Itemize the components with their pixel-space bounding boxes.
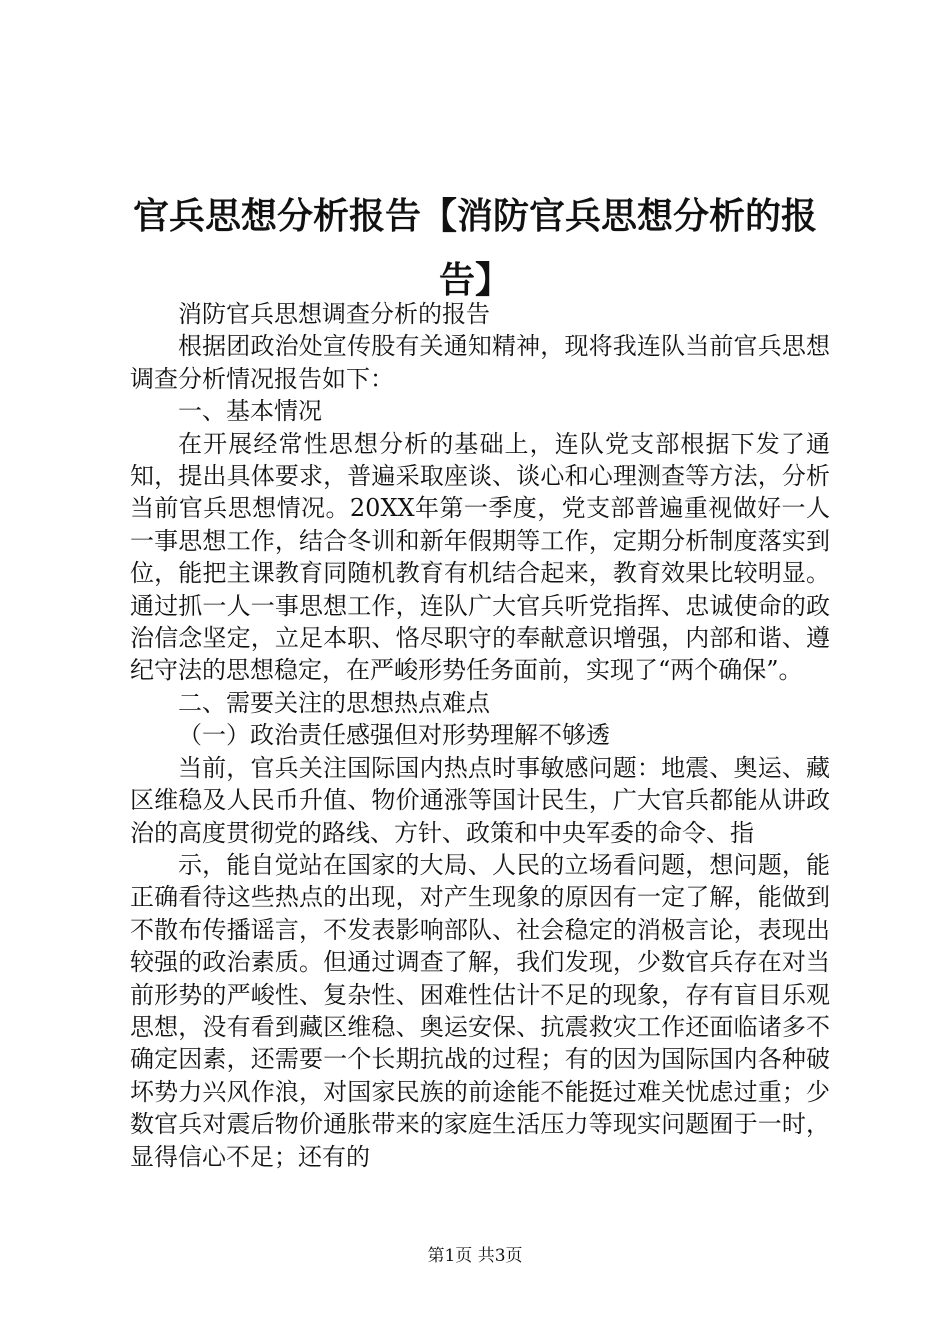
page-footer: 第1页 共3页 xyxy=(427,1246,523,1266)
section-heading-hotspots: 二、需要关注的思想热点难点 xyxy=(178,688,490,717)
paragraph-subtitle: 消防官兵思想调查分析的报告 xyxy=(178,300,490,328)
subsection-heading-political: （一）政治责任感强但对形势理解不够透 xyxy=(178,721,610,750)
paragraph-intro: 根据团政治处宣传股有关通知精神，现将我连队当前官兵思想调查分析情况报告如下： xyxy=(130,332,830,393)
section-heading-basic: 一、基本情况 xyxy=(178,397,322,426)
paragraph-current-issues: 当前，官兵关注国际国内热点时事敏感问题：地震、奥运、藏区维稳及人民币升值、物价通涨等国计民生，广大官兵都能从讲政治的高度贯彻党的路线、方针、政策和中央军委的命令、指 xyxy=(130,753,830,847)
document-title: 官兵思想分析报告【消防官兵思想分析的报告】 xyxy=(132,195,817,302)
paragraph-basic-situation: 在开展经常性思想分析的基础上，连队党支部根据下发了通知，提出具体要求，普遍采取座谈、谈心和心理测查等方法，分析当前官兵思想情况。20XX年第一季度，党支部普遍重视做好一人一事思想工作，结合冬训和新年假期等工作，定期分析制度落实到位，能把主课教育同随机教育有机结合起来，教育效果比较明显。通过抓一人一事思想工作，连队广大官兵听党指挥、忠诚使命的政治信念坚定，立足本职、恪尽职守的奉献意识增强，内部和谐、遵纪守法的思想稳定，在严峻形势任务面前，实现了“两个确保”。 xyxy=(130,429,830,685)
paragraph-continuation: 示，能自觉站在国家的大局、人民的立场看问题，想问题，能正确看待这些热点的出现，对产生现象的原因有一定了解，能做到不散布传播谣言，不发表影响部队、社会稳定的消极言论，表现出较强的政治素质。但通过调查了解，我们发现，少数官兵存在对当前形势的严峻性、复杂性、困难性估计不足的现象，存有盲目乐观思想，没有看到藏区维稳、奥运安保、抗震救灾工作还面临诸多不确定因素，还需要一个长期抗战的过程；有的因为国际国内各种破坏势力兴风作浪，对国家民族的前途能不能挺过难关忧虑过重；少数官兵对震后物价通胀带来的家庭生活压力等现实问题囿于一时，显得信心不足；还有的 xyxy=(130,850,830,1171)
document-body xyxy=(130,298,830,1173)
